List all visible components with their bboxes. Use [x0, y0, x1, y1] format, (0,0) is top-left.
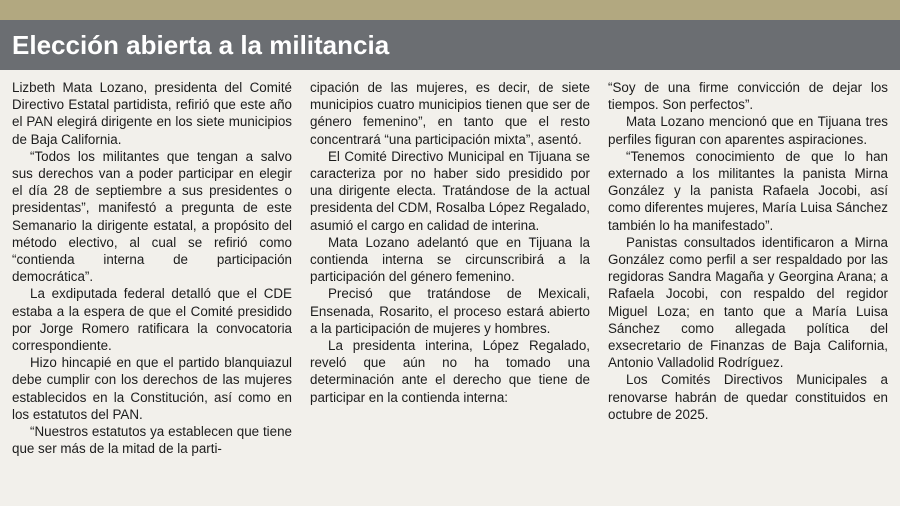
paragraph: La exdiputada federal detalló que el CDE estaba a la espera de que el Comité presidido por Jorge Romero ratificara la convocatoria correspondiente.	[12, 286, 292, 354]
article-body	[12, 79, 888, 499]
paragraph: El Comité Directivo Municipal en Tijuana se caracteriza por no haber sido presidido por una dirigente electa. Tratándose de la actual presidenta del CDM, Rosalba López Regalado, asumió el cargo en calidad de interina.	[310, 148, 590, 233]
article-column-1	[12, 79, 292, 499]
paragraph: “Tenemos conocimiento de que lo han externado a los militantes la panista Mirna González y la panista Rafaela Jocobi, así como diferentes mujeres, María Luisa Sánchez también lo ha manifestado”.	[608, 148, 888, 233]
paragraph: Mata Lozano adelantó que en Tijuana la contienda interna se circunscribirá a la participación del género femenino.	[310, 234, 590, 285]
paragraph: Panistas consultados identificaron a Mirna González como perfil a ser respaldado por las regidoras Sandra Magaña y Georgina Arana; a Rafaela Jocobi, con respaldo del regidor Miguel Loza; en tanto que a María Luisa Sánchez como allegada política del exsecretario de Finanzas de Baja California, Antonio Valladolid Rodríguez.	[608, 234, 888, 371]
paragraph: cipación de las mujeres, es decir, de siete municipios cuatro municipios tienen que ser de género femenino”, en tanto que el resto concentrará “una participación mixta”, asentó.	[310, 80, 590, 147]
paragraph: “Nuestros estatutos ya establecen que tiene que ser más de la mitad de la parti-	[12, 424, 292, 457]
article-column-2	[310, 79, 590, 499]
paragraph: Precisó que tratándose de Mexicali, Ensenada, Rosarito, el proceso estará abierto a la participación de mujeres y hombres.	[310, 286, 590, 336]
paragraph: “Soy de una firme convicción de dejar los tiempos. Son perfectos”.	[608, 80, 888, 113]
paragraph: “Todos los militantes que tengan a salvo sus derechos van a poder participar en elegir el día 28 de septiembre a sus presidentes o presidentas”, manifestó a pregunta de este Semanario la dirigente estatal, a propósito del método electivo, al cual se refirió como “contienda interna de participación democrática”.	[12, 148, 292, 285]
paragraph: La presidenta interina, López Regalado, reveló que aún no ha tomado una determinación ante el derecho que tiene de participar en la contienda interna:	[310, 338, 590, 405]
paragraph: Mata Lozano mencionó que en Tijuana tres perfiles figuran con aparentes aspiraciones.	[608, 114, 888, 147]
top-accent-stripe	[0, 0, 900, 20]
article-column-3	[608, 79, 888, 499]
article-headline: Elección abierta a la militancia	[12, 29, 390, 60]
paragraph: Hizo hincapié en que el partido blanquiazul debe cumplir con los derechos de las mujeres establecidos en la Constitución, así como en los estatutos del PAN.	[12, 355, 292, 422]
headline-bar	[0, 20, 900, 70]
paragraph: Lizbeth Mata Lozano, presidenta del Comité Directivo Estatal partidista, refirió que este año el PAN elegirá dirigente en los siete municipios de Baja California.	[12, 80, 292, 147]
paragraph: Los Comités Directivos Municipales a renovarse habrán de quedar constituidos en octubre de 2025.	[608, 372, 888, 422]
